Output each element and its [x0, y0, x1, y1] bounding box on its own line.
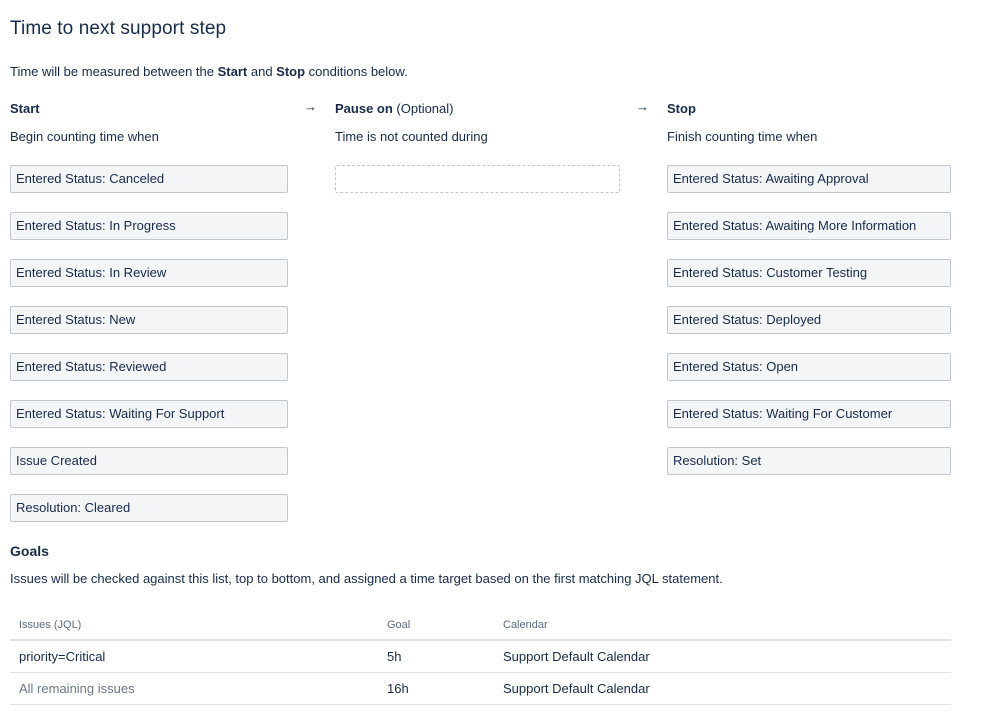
goal-row[interactable]: [10, 673, 951, 705]
column-header-calendar: Calendar: [494, 610, 951, 640]
stop-column: [667, 100, 951, 494]
pause-column: [335, 100, 620, 193]
start-condition-list: [10, 165, 288, 522]
stop-condition[interactable]: Entered Status: Open: [667, 353, 951, 381]
goals-table: [10, 610, 951, 705]
goal-jql: priority=Critical: [10, 640, 378, 673]
goal-jql: All remaining issues: [10, 673, 378, 705]
start-condition[interactable]: Entered Status: Canceled: [10, 165, 288, 193]
start-condition[interactable]: Resolution: Cleared: [10, 494, 288, 522]
start-condition[interactable]: Issue Created: [10, 447, 288, 475]
optional-label: (Optional): [392, 101, 454, 116]
pause-heading: Pause on (Optional): [335, 101, 454, 116]
stop-subheading: Finish counting time when: [667, 129, 818, 144]
stop-condition-list: [667, 165, 951, 475]
pause-subheading: Time is not counted during: [335, 129, 488, 144]
start-condition[interactable]: Entered Status: In Review: [10, 259, 288, 287]
stop-heading: Stop: [667, 101, 696, 116]
goal-calendar: Support Default Calendar: [494, 673, 951, 705]
goals-header-row: [10, 610, 951, 640]
goal-row[interactable]: [10, 640, 951, 673]
goals-description: Issues will be checked against this list, top to bottom, and assigned a time target based on the first matching JQL statement.: [10, 571, 723, 586]
stop-condition[interactable]: Resolution: Set: [667, 447, 951, 475]
goal-target: 5h: [378, 640, 494, 673]
stop-condition[interactable]: Entered Status: Awaiting More Information: [667, 212, 951, 240]
arrow-right-icon: →: [304, 99, 317, 114]
start-condition[interactable]: Entered Status: Reviewed: [10, 353, 288, 381]
column-header-goal: Goal: [378, 610, 494, 640]
column-header-jql: Issues (JQL): [10, 610, 378, 640]
stop-condition[interactable]: Entered Status: Waiting For Customer: [667, 400, 951, 428]
pause-drop-zone[interactable]: [335, 165, 620, 193]
arrow-right-icon: →: [636, 99, 649, 114]
stop-condition[interactable]: Entered Status: Awaiting Approval: [667, 165, 951, 193]
goal-target: 16h: [378, 673, 494, 705]
start-condition[interactable]: Entered Status: Waiting For Support: [10, 400, 288, 428]
start-heading: Start: [10, 101, 40, 116]
goals-title: Goals: [10, 543, 49, 559]
start-subheading: Begin counting time when: [10, 129, 159, 144]
start-column: [10, 100, 288, 541]
page-title: Time to next support step: [10, 18, 227, 39]
stop-condition[interactable]: Entered Status: Customer Testing: [667, 259, 951, 287]
start-condition[interactable]: Entered Status: New: [10, 306, 288, 334]
measurement-intro: Time will be measured between the Start and Stop conditions below.: [10, 64, 408, 79]
goal-calendar: Support Default Calendar: [494, 640, 951, 673]
start-condition[interactable]: Entered Status: In Progress: [10, 212, 288, 240]
stop-condition[interactable]: Entered Status: Deployed: [667, 306, 951, 334]
